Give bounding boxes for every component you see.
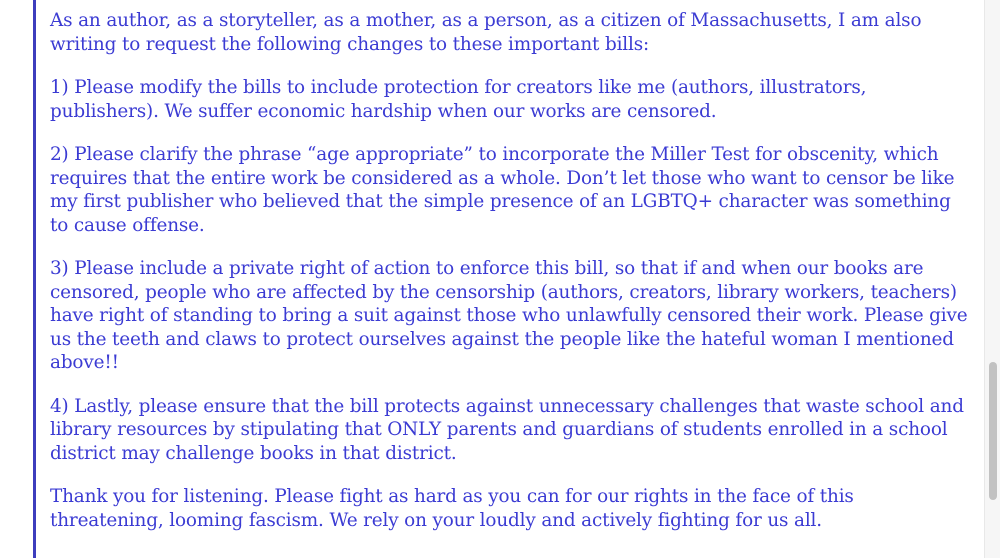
text-line: above!!: [50, 352, 119, 373]
text-line: 3) Please include a private right of action to enforce this bill, so that if and when our books are: [50, 258, 924, 279]
quote-rule: [33, 0, 36, 558]
letter-body: [50, 9, 980, 532]
text-line: As an author, as a storyteller, as a mother, as a person, as a citizen of Massachusetts, I am also: [50, 10, 922, 31]
paragraph-closing: [50, 485, 980, 532]
text-line: requires that the entire work be considered as a whole. Don’t let those who want to censor be like: [50, 167, 955, 189]
text-line: censored, people who are affected by the censorship (authors, creators, library workers, teachers): [50, 281, 957, 303]
text-line: 1) Please modify the bills to include protection for creators like me (authors, illustrators,: [50, 77, 867, 98]
paragraph-point-1: [50, 76, 980, 123]
scrollbar-thumb[interactable]: [989, 362, 997, 500]
vertical-scrollbar[interactable]: [984, 0, 1000, 558]
text-line: 4) Lastly, please ensure that the bill protects against unnecessary challenges that waste school and: [50, 395, 964, 417]
text-line: to cause offense.: [50, 214, 205, 236]
text-line: writing to request the following changes to these important bills:: [50, 33, 650, 55]
text-line: publishers). We suffer economic hardship when our works are censored.: [50, 100, 717, 122]
paragraph-point-2: [50, 143, 980, 237]
paragraph-point-3: [50, 257, 980, 375]
text-line: district may challenge books in that district.: [50, 442, 457, 464]
text-line: my first publisher who believed that the simple presence of an LGBTQ+ character was something: [50, 191, 951, 212]
text-line: Thank you for listening. Please fight as hard as you can for our rights in the face of this: [50, 486, 854, 507]
text-line: us the teeth and claws to protect ourselves against the people like the hateful woman I mentioned: [50, 328, 954, 350]
text-line: have right of standing to bring a suit against those who unlawfully censored their work. Please give: [50, 305, 968, 326]
text-line: library resources by stipulating that ONLY parents and guardians of students enrolled in a school: [50, 419, 948, 440]
text-line: threatening, looming fascism. We rely on your loudly and actively fighting for us all.: [50, 509, 822, 531]
paragraph-point-4: [50, 395, 980, 466]
text-line: 2) Please clarify the phrase “age appropriate” to incorporate the Miller Test for obscenity, which: [50, 144, 939, 165]
paragraph-intro: [50, 9, 980, 56]
